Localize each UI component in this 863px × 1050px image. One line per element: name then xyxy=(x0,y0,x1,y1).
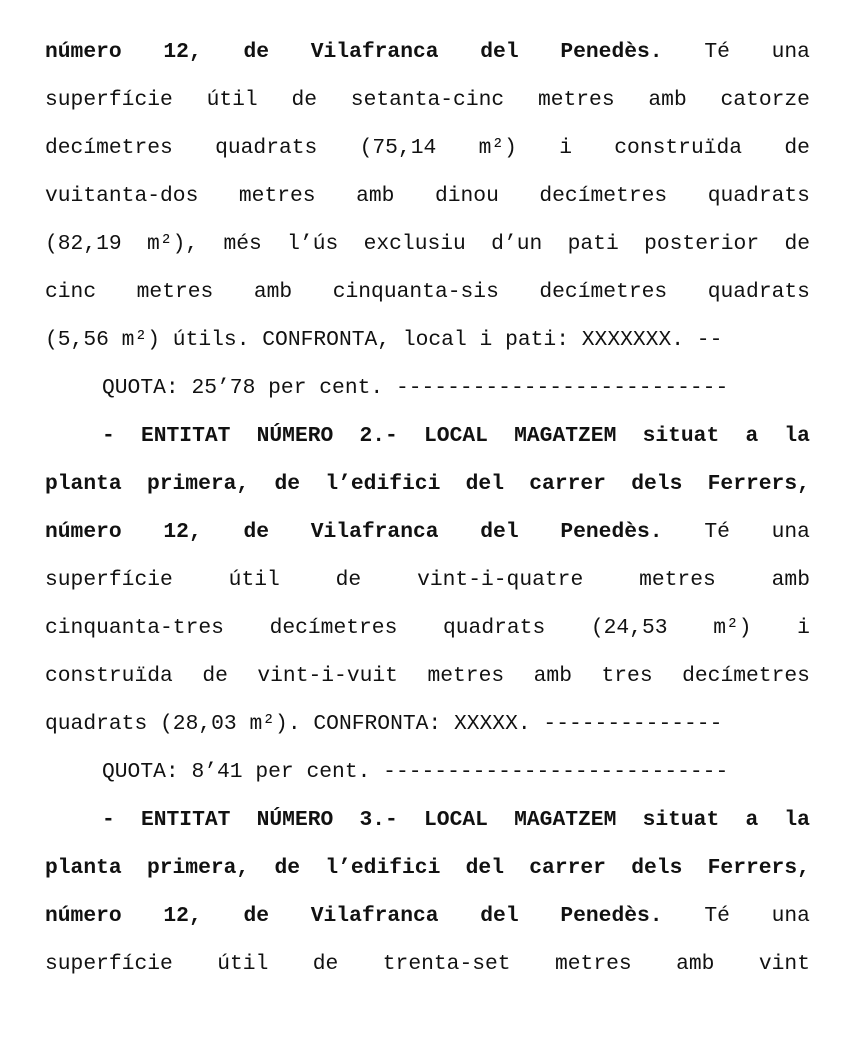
word: cinquanta-tres xyxy=(45,616,224,640)
word: 12, xyxy=(163,904,202,928)
text-line xyxy=(45,412,810,460)
word: número xyxy=(45,40,122,64)
word: útil xyxy=(228,568,280,592)
word: vuitanta-dos xyxy=(45,184,199,208)
word: 3.- xyxy=(359,808,398,832)
word: situat xyxy=(642,424,720,448)
word: del xyxy=(465,472,504,496)
word: del xyxy=(465,856,504,880)
word: de xyxy=(784,136,810,160)
word: de xyxy=(335,568,362,592)
word: MAGATZEM xyxy=(514,424,617,448)
word: tres xyxy=(601,664,653,688)
word: - xyxy=(102,808,115,832)
word: l’edifici xyxy=(325,856,441,880)
word: i xyxy=(559,136,572,160)
word: metres xyxy=(639,568,716,592)
text-line xyxy=(45,796,810,844)
word: Vilafranca xyxy=(310,40,439,64)
word: de xyxy=(291,88,318,112)
word: número xyxy=(45,904,122,928)
word: metres xyxy=(555,952,632,976)
word: superfície xyxy=(45,952,173,976)
word: carrer xyxy=(529,856,606,880)
word: amb xyxy=(648,88,687,112)
word: superfície xyxy=(45,88,173,112)
word: vint xyxy=(758,952,810,976)
word: setanta-cinc xyxy=(350,88,505,112)
word: Vilafranca xyxy=(310,520,439,544)
word: Ferrers, xyxy=(707,472,810,496)
word: construïda xyxy=(614,136,743,160)
word: Té xyxy=(704,40,730,64)
word: decímetres xyxy=(682,664,810,688)
word: posterior xyxy=(644,232,760,256)
word: dinou xyxy=(434,184,499,208)
text-line xyxy=(45,892,810,940)
word: (24,53 xyxy=(590,616,668,640)
word: amb xyxy=(356,184,395,208)
word: l’ús xyxy=(287,232,339,256)
word: de xyxy=(784,232,810,256)
word: metres xyxy=(136,280,214,304)
word: primera, xyxy=(146,472,250,496)
word: de xyxy=(243,40,270,64)
word: primera, xyxy=(146,856,250,880)
word: quadrats xyxy=(707,280,810,304)
word: construïda xyxy=(45,664,173,688)
text-line xyxy=(45,76,810,124)
word: Té xyxy=(704,904,730,928)
word: quadrats xyxy=(707,184,810,208)
word: LOCAL xyxy=(424,808,488,832)
word: MAGATZEM xyxy=(514,808,617,832)
word: cinquanta-sis xyxy=(332,280,499,304)
word: situat xyxy=(642,808,720,832)
word: decímetres xyxy=(269,616,398,640)
word: (82,19 xyxy=(45,232,122,256)
word: decímetres xyxy=(45,136,173,160)
text-line xyxy=(45,172,810,220)
document-page xyxy=(45,28,810,988)
text-line: QUOTA: 8’41 per cent. --------------------------- xyxy=(102,760,729,784)
word: pati xyxy=(567,232,619,256)
word: l’edifici xyxy=(325,472,441,496)
word: del xyxy=(480,520,519,544)
word: amb xyxy=(533,664,572,688)
word: una xyxy=(771,520,810,544)
word: de xyxy=(312,952,339,976)
word: catorze xyxy=(720,88,810,112)
word: una xyxy=(771,40,810,64)
word: de xyxy=(274,472,301,496)
word: decímetres xyxy=(539,184,668,208)
word: (75,14 xyxy=(359,136,437,160)
word: la xyxy=(784,424,810,448)
word: vint-i-vuit xyxy=(257,664,398,688)
word: d’un xyxy=(491,232,543,256)
word: del xyxy=(480,40,519,64)
text-line: quadrats (28,03 m²). CONFRONTA: XXXXX. -------------- xyxy=(45,712,723,736)
word: 12, xyxy=(163,520,202,544)
word: LOCAL xyxy=(424,424,488,448)
text-line xyxy=(45,220,810,268)
word: metres xyxy=(537,88,615,112)
text-line xyxy=(45,604,810,652)
word: ENTITAT xyxy=(140,808,231,832)
word: del xyxy=(480,904,519,928)
word: planta xyxy=(45,472,122,496)
word: amb xyxy=(771,568,810,592)
word: 2.- xyxy=(359,424,398,448)
text-line xyxy=(45,556,810,604)
word: útil xyxy=(217,952,269,976)
word: Penedès. xyxy=(560,904,663,928)
text-line xyxy=(45,268,810,316)
word: amb xyxy=(253,280,293,304)
word: m²) xyxy=(713,616,752,640)
word: superfície xyxy=(45,568,173,592)
word: NÚMERO xyxy=(256,808,334,832)
word: a xyxy=(745,808,759,832)
text-line xyxy=(45,508,810,556)
word: 12, xyxy=(163,40,202,64)
word: NÚMERO xyxy=(256,424,334,448)
word: Penedès. xyxy=(560,40,663,64)
word: carrer xyxy=(529,472,606,496)
word: de xyxy=(202,664,228,688)
word: planta xyxy=(45,856,122,880)
word: m²), xyxy=(147,232,199,256)
word: - xyxy=(102,424,115,448)
text-line xyxy=(45,460,810,508)
word: Penedès. xyxy=(560,520,663,544)
word: útil xyxy=(206,88,258,112)
word: quadrats xyxy=(443,616,546,640)
text-line xyxy=(45,28,810,76)
text-line xyxy=(45,940,810,988)
word: m²) xyxy=(478,136,517,160)
word: de xyxy=(243,904,270,928)
word: cinc xyxy=(45,280,97,304)
text-line: (5,56 m²) útils. CONFRONTA, local i pati: XXXXXXX. -- xyxy=(45,328,723,352)
text-line xyxy=(45,844,810,892)
word: amb xyxy=(676,952,715,976)
word: més xyxy=(223,232,262,256)
word: Ferrers, xyxy=(707,856,810,880)
word: metres xyxy=(427,664,505,688)
word: trenta-set xyxy=(382,952,511,976)
word: vint-i-quatre xyxy=(417,568,584,592)
word: dels xyxy=(631,472,683,496)
word: i xyxy=(797,616,810,640)
word: número xyxy=(45,520,122,544)
word: ENTITAT xyxy=(140,424,231,448)
text-line xyxy=(45,124,810,172)
word: a xyxy=(745,424,759,448)
word: quadrats xyxy=(215,136,318,160)
word: la xyxy=(784,808,810,832)
text-line xyxy=(45,652,810,700)
text-line: QUOTA: 25’78 per cent. -------------------------- xyxy=(102,376,729,400)
word: dels xyxy=(631,856,683,880)
word: una xyxy=(771,904,810,928)
word: metres xyxy=(238,184,316,208)
word: Té xyxy=(704,520,730,544)
word: decímetres xyxy=(539,280,668,304)
word: de xyxy=(274,856,301,880)
word: de xyxy=(243,520,270,544)
word: Vilafranca xyxy=(310,904,439,928)
word: exclusiu xyxy=(363,232,466,256)
